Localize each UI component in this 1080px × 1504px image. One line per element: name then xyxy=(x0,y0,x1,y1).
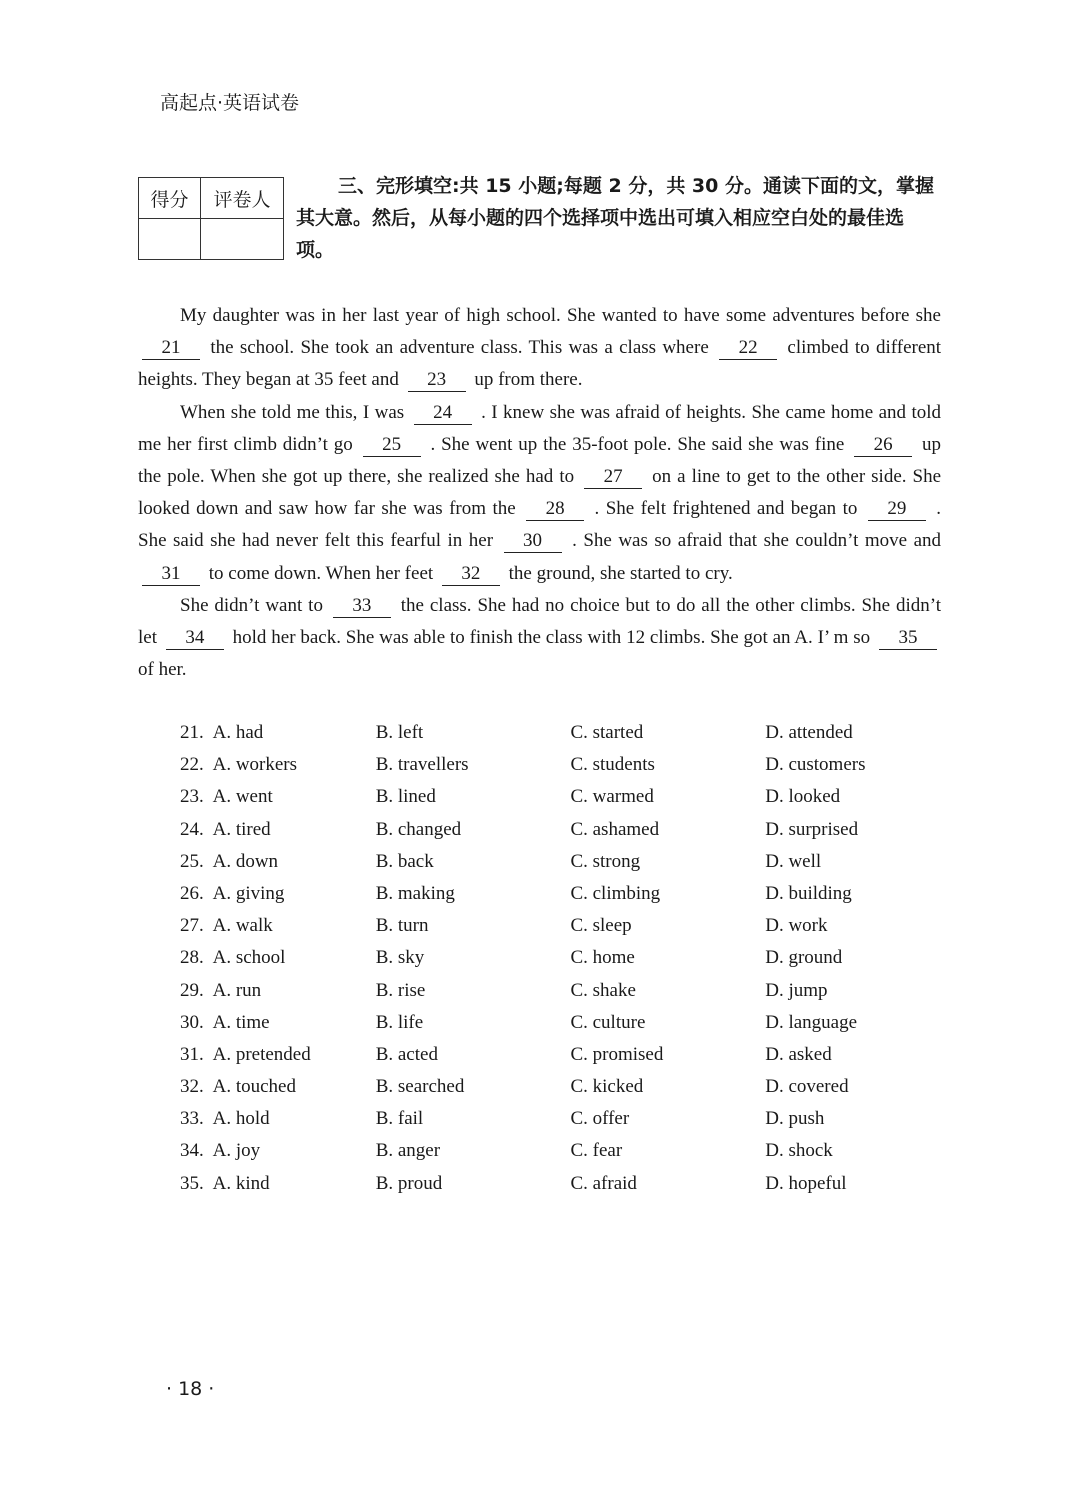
option-a: A. kind xyxy=(212,1172,270,1194)
question-number: 30. xyxy=(180,1011,204,1033)
passage-text: climbed to different heights. They began at 35 feet and xyxy=(138,337,942,391)
question-number: 29. xyxy=(180,979,204,1001)
question-row xyxy=(180,1168,960,1200)
option-d: D. surprised xyxy=(765,818,859,840)
option-d: D. asked xyxy=(765,1043,832,1065)
option-b: B. sky xyxy=(375,947,425,969)
question-number: 26. xyxy=(180,882,204,904)
option-a: A. giving xyxy=(212,882,285,904)
passage-text: She didn’t want to xyxy=(180,594,323,616)
passage-text: . She went up the 35-foot pole. She said she was fine xyxy=(430,433,845,455)
passage-text: up the pole. When she got up there, she realized she had to xyxy=(138,433,942,488)
question-row xyxy=(180,749,960,781)
passage-text: . She said she had never felt this fearful in her xyxy=(138,498,942,552)
blank-number: 22 xyxy=(719,337,777,360)
option-d: D. ground xyxy=(765,947,843,969)
option-a: A. time xyxy=(212,1011,270,1033)
option-a: A. down xyxy=(212,850,279,872)
section-instructions: 三、完形填空:共 15 小题;每题 2 分，共 30 分。通读下面的文，掌握其大意。然后，从每小题的四个选择项中选出可填入相应空白处的最佳选项。 xyxy=(296,175,934,261)
question-number: 21. xyxy=(180,722,204,743)
passage-text: My daughter was in her last year of high school. She wanted to have some adventures before she xyxy=(180,305,941,326)
blank-number: 26 xyxy=(854,434,912,457)
option-c: C. afraid xyxy=(570,1172,637,1194)
question-row xyxy=(180,1103,960,1135)
option-d: D. jump xyxy=(765,979,828,1001)
passage-text: of her. xyxy=(138,659,187,681)
answer-options xyxy=(180,717,960,1200)
passage-text: on a line to get to the other side. She looked down and saw how far she was from the xyxy=(138,466,942,520)
option-c: C. promised xyxy=(570,1043,664,1065)
option-d: D. building xyxy=(765,882,852,904)
blank-number: 25 xyxy=(363,434,421,457)
passage-text: to come down. When her feet xyxy=(208,562,434,584)
option-d: D. work xyxy=(765,915,828,937)
option-c: C. ashamed xyxy=(570,818,660,840)
question-row xyxy=(180,1071,960,1103)
blank-number: 33 xyxy=(333,595,391,618)
option-b: B. searched xyxy=(375,1076,465,1098)
question-row xyxy=(180,781,960,813)
option-a: A. school xyxy=(212,947,286,969)
blank-number: 30 xyxy=(504,530,562,553)
question-number: 28. xyxy=(180,947,204,969)
option-a: A. run xyxy=(212,979,262,1001)
question-row xyxy=(180,910,960,942)
question-number: 22. xyxy=(180,754,204,776)
question-number: 23. xyxy=(180,786,204,808)
passage-text: the class. She had no choice but to do all the other climbs. She didn’t let xyxy=(138,594,941,649)
option-b: B. fail xyxy=(375,1108,424,1130)
option-c: C. kicked xyxy=(570,1076,644,1098)
option-d: D. well xyxy=(765,850,822,872)
option-c: C. climbing xyxy=(570,882,661,904)
option-b: B. lined xyxy=(375,786,436,808)
question-row xyxy=(180,942,960,974)
passage-text: the school. She took an adventure class. This was a class where xyxy=(210,337,709,359)
blank-number: 27 xyxy=(584,466,642,489)
passage-text: hold her back. She was able to finish the class with 12 climbs. She got an A. I’ m so xyxy=(232,627,871,649)
option-c: C. warmed xyxy=(570,786,654,808)
score-cell xyxy=(139,219,201,260)
blank-number: 29 xyxy=(868,498,926,521)
score-header: 得分 xyxy=(139,178,201,219)
question-number: 34. xyxy=(180,1140,204,1162)
option-d: D. hopeful xyxy=(765,1172,847,1194)
blank-number: 34 xyxy=(166,627,224,650)
blank-number: 35 xyxy=(879,627,937,650)
grader-header: 评卷人 xyxy=(201,178,284,219)
option-c: C. offer xyxy=(570,1108,630,1130)
blank-number: 31 xyxy=(142,563,200,586)
question-row xyxy=(180,1007,960,1039)
option-d: D. looked xyxy=(765,786,841,808)
option-c: C. strong xyxy=(570,850,641,872)
option-d: D. covered xyxy=(765,1076,849,1098)
question-row xyxy=(180,717,960,749)
question-number: 32. xyxy=(180,1076,204,1098)
option-a: A. hold xyxy=(212,1108,270,1130)
question-row xyxy=(180,1135,960,1167)
option-b: B. proud xyxy=(375,1172,443,1194)
option-c: C. culture xyxy=(570,1011,646,1033)
option-b: B. changed xyxy=(375,818,462,840)
grader-cell xyxy=(201,219,284,260)
option-b: B. turn xyxy=(375,915,429,937)
option-a: A. joy xyxy=(212,1140,261,1162)
option-d: D. push xyxy=(765,1108,825,1130)
blank-number: 21 xyxy=(142,337,200,360)
option-b: B. life xyxy=(375,1011,424,1033)
option-d: D. attended xyxy=(765,722,853,743)
passage-paragraph xyxy=(138,397,941,590)
option-c: C. fear xyxy=(570,1140,623,1162)
option-b: B. anger xyxy=(375,1140,441,1162)
blank-number: 24 xyxy=(414,402,472,425)
option-a: A. had xyxy=(212,722,264,743)
option-c: C. home xyxy=(570,947,635,969)
option-b: B. left xyxy=(375,722,424,743)
option-d: D. customers xyxy=(765,754,866,776)
option-a: A. touched xyxy=(212,1076,296,1098)
question-number: 35. xyxy=(180,1172,204,1194)
option-b: B. acted xyxy=(375,1043,438,1065)
question-number: 31. xyxy=(180,1043,204,1065)
question-number: 25. xyxy=(180,850,204,872)
option-c: C. students xyxy=(570,754,655,776)
question-number: 27. xyxy=(180,915,204,937)
option-b: B. making xyxy=(375,882,455,904)
question-number: 33. xyxy=(180,1108,204,1130)
option-d: D. language xyxy=(765,1011,858,1033)
question-row xyxy=(180,814,960,846)
question-row xyxy=(180,846,960,878)
cloze-passage xyxy=(138,300,941,686)
option-a: A. pretended xyxy=(212,1043,311,1065)
passage-text: the ground, she started to cry. xyxy=(508,562,733,584)
blank-number: 23 xyxy=(408,369,466,392)
question-number: 24. xyxy=(180,818,204,840)
question-row xyxy=(180,1039,960,1071)
option-c: C. sleep xyxy=(570,915,632,937)
passage-text: . She felt frightened and began to xyxy=(594,498,858,520)
option-d: D. shock xyxy=(765,1140,833,1162)
option-a: A. workers xyxy=(212,754,298,776)
option-b: B. travellers xyxy=(375,754,469,776)
option-a: A. tired xyxy=(212,818,271,840)
option-b: B. back xyxy=(375,850,434,872)
blank-number: 28 xyxy=(526,498,584,521)
question-row xyxy=(180,975,960,1007)
passage-text: . She was so afraid that she couldn’t move and xyxy=(572,530,942,552)
passage-text: When she told me this, I was xyxy=(180,401,405,423)
passage-text: up from there. xyxy=(474,369,583,391)
page-number: · 18 · xyxy=(166,1378,215,1400)
blank-number: 32 xyxy=(442,563,500,586)
option-b: B. rise xyxy=(375,979,426,1001)
option-a: A. went xyxy=(212,786,273,808)
passage-text: . I knew she was afraid of heights. She came home and told me her first climb didn’t go xyxy=(138,401,942,455)
score-table xyxy=(138,177,284,260)
option-c: C. started xyxy=(570,722,644,743)
option-a: A. walk xyxy=(212,915,273,937)
question-row xyxy=(180,878,960,910)
passage-paragraph xyxy=(138,300,941,397)
page-header: 高起点·英语试卷 xyxy=(160,92,300,114)
passage-paragraph xyxy=(138,590,941,687)
option-c: C. shake xyxy=(570,979,636,1001)
